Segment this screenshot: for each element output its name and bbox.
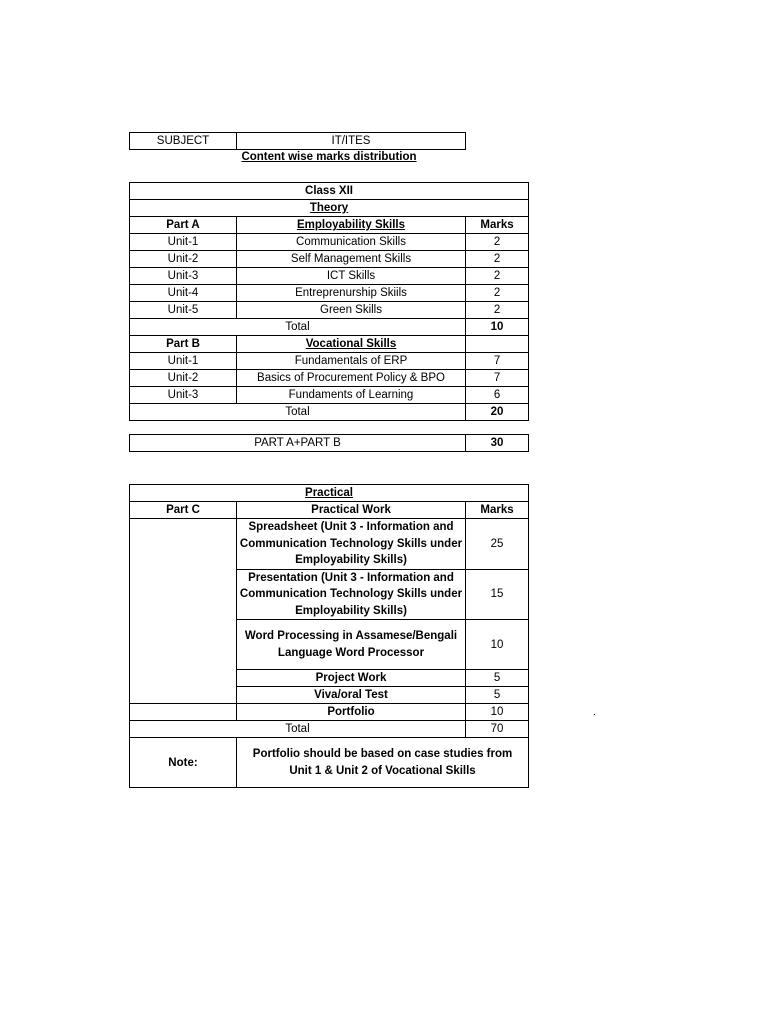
empty-cell xyxy=(130,704,237,721)
note-text: Portfolio should be based on case studies from Unit 1 & Unit 2 of Vocational Skills xyxy=(237,738,529,788)
total-label: Total xyxy=(130,721,466,738)
table-row xyxy=(130,704,529,721)
note-row xyxy=(130,738,529,788)
topic-cell: Fundamentals of ERP xyxy=(237,353,466,370)
marks-header: Marks xyxy=(466,502,529,519)
note-label: Note: xyxy=(130,738,237,788)
marks-cell: 5 xyxy=(466,670,529,687)
total-value: 70 xyxy=(466,721,529,738)
marks-cell: 7 xyxy=(466,370,529,387)
part-a-total-row xyxy=(130,319,529,336)
subject-value: IT/ITES xyxy=(237,133,466,150)
table-row xyxy=(130,387,529,404)
work-cell: Spreadsheet (Unit 3 - Information and Communication Technology Skills under Employability Skills) xyxy=(237,519,466,570)
theory-title: Theory xyxy=(130,200,529,217)
practical-block xyxy=(129,484,529,788)
work-cell: Presentation (Unit 3 - Information and Communication Technology Skills under Employability Skills) xyxy=(237,569,466,620)
topic-cell: Entreprenurship Skiils xyxy=(237,285,466,302)
part-c-label: Part C xyxy=(130,502,237,519)
empty-cell xyxy=(466,336,529,353)
class-title: Class XII xyxy=(130,183,529,200)
table-row xyxy=(130,285,529,302)
marks-cell: 6 xyxy=(466,387,529,404)
combined-block xyxy=(129,434,529,452)
marks-cell: 10 xyxy=(466,620,529,670)
total-label: Total xyxy=(130,319,466,336)
topic-cell: Self Management Skills xyxy=(237,251,466,268)
theory-block xyxy=(129,182,529,421)
marks-cell: 2 xyxy=(466,302,529,319)
unit-cell: Unit-1 xyxy=(130,234,237,251)
unit-cell: Unit-4 xyxy=(130,285,237,302)
combined-row xyxy=(130,435,529,452)
stray-mark: . xyxy=(593,707,596,718)
topic-cell: ICT Skills xyxy=(237,268,466,285)
marks-header: Marks xyxy=(466,217,529,234)
unit-cell: Unit-2 xyxy=(130,251,237,268)
total-value: 10 xyxy=(466,319,529,336)
topic-cell: Green Skills xyxy=(237,302,466,319)
marks-cell: 10 xyxy=(466,704,529,721)
work-cell: Project Work xyxy=(237,670,466,687)
marks-cell: 15 xyxy=(466,569,529,620)
part-b-header-row xyxy=(130,336,529,353)
empty-cell xyxy=(130,519,237,704)
marks-cell: 2 xyxy=(466,251,529,268)
total-label: Total xyxy=(130,404,466,421)
work-cell: Word Processing in Assamese/Bengali Language Word Processor xyxy=(237,620,466,670)
table-row xyxy=(130,268,529,285)
marks-cell: 7 xyxy=(466,353,529,370)
total-value: 20 xyxy=(466,404,529,421)
table-row xyxy=(130,353,529,370)
part-b-heading: Vocational Skills xyxy=(237,336,466,353)
practical-header-row xyxy=(130,502,529,519)
part-a-header-row xyxy=(130,217,529,234)
work-cell: Portfolio xyxy=(237,704,466,721)
subject-block xyxy=(129,132,466,150)
practical-title-row xyxy=(130,485,529,502)
part-a-heading: Employability Skills xyxy=(237,217,466,234)
work-header: Practical Work xyxy=(237,502,466,519)
topic-cell: Fundaments of Learning xyxy=(237,387,466,404)
combined-value: 30 xyxy=(466,435,529,452)
subject-row xyxy=(130,133,466,150)
table-row xyxy=(130,251,529,268)
theory-table xyxy=(129,182,529,421)
topic-cell: Basics of Procurement Policy & BPO xyxy=(237,370,466,387)
subject-table xyxy=(129,132,466,150)
topic-cell: Communication Skills xyxy=(237,234,466,251)
combined-table xyxy=(129,434,529,452)
marks-cell: 25 xyxy=(466,519,529,570)
marks-cell: 2 xyxy=(466,268,529,285)
unit-cell: Unit-1 xyxy=(130,353,237,370)
page-caption: Content wise marks distribution xyxy=(241,151,417,163)
unit-cell: Unit-2 xyxy=(130,370,237,387)
unit-cell: Unit-3 xyxy=(130,387,237,404)
practical-total-row xyxy=(130,721,529,738)
subject-label: SUBJECT xyxy=(130,133,237,150)
work-cell: Viva/oral Test xyxy=(237,687,466,704)
table-row xyxy=(130,302,529,319)
part-a-label: Part A xyxy=(130,217,237,234)
part-b-label: Part B xyxy=(130,336,237,353)
class-row xyxy=(130,183,529,200)
marks-cell: 5 xyxy=(466,687,529,704)
table-row xyxy=(130,519,529,570)
part-b-total-row xyxy=(130,404,529,421)
practical-table xyxy=(129,484,529,788)
unit-cell: Unit-5 xyxy=(130,302,237,319)
practical-title: Practical xyxy=(130,485,529,502)
table-row xyxy=(130,234,529,251)
combined-label: PART A+PART B xyxy=(130,435,466,452)
theory-row xyxy=(130,200,529,217)
marks-cell: 2 xyxy=(466,234,529,251)
marks-cell: 2 xyxy=(466,285,529,302)
table-row xyxy=(130,370,529,387)
unit-cell: Unit-3 xyxy=(130,268,237,285)
